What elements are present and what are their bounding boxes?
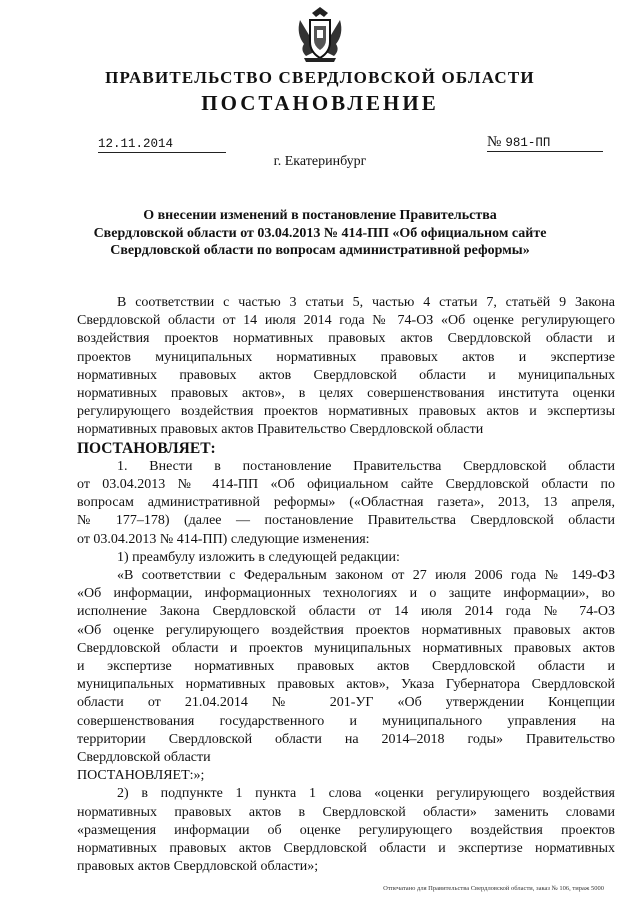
text-line: «Об оценке регулирующего воздействия проектов нормативных правовых актов [77,622,615,638]
text-line: нормативных правовых актов», в целях совершенствования института оценки [77,386,615,402]
text-line: «размещения информации об оценке регулирующего воздействия проектов [77,822,615,838]
text-line: и экспертизе нормативных правовых актов Свердловской области и [77,659,615,675]
text-line: 2) в подпункте 1 пункта 1 слова «оценки регулирующего воздействия [117,786,615,802]
text-line: Свердловской области [77,750,211,766]
print-footer: Отпечатано для Правительства Свердловской области, заказ № 106, тираж 5000 [383,885,604,892]
document-number-field [487,134,603,152]
document-date: 12.11.2014 [98,137,226,153]
text-line: муниципальных нормативных правовых актов», Указа Губернатора Свердловской [77,677,615,693]
city: г. Екатеринбург [273,154,367,169]
title-line: О внесении изменений в постановление Правительства [143,208,497,223]
text-line: вопросам административной реформы» («Областная газета», 2013, 13 апреля, [77,495,615,511]
text-line: от 03.04.2013 № 414-ПП «Об официальном сайте Свердловской области по [77,477,615,493]
item-1 [77,458,615,549]
title-line: Свердловской области от 03.04.2013 № 414-ПП «Об официальном сайте [93,225,547,241]
text-line: от 03.04.2013 № 414-ПП) следующие изменения: [77,531,370,547]
government-name: ПРАВИТЕЛЬСТВО СВЕРДЛОВСКОЙ ОБЛАСТИ [105,68,535,87]
text-line: территории Свердловской области на 2014–2018 годы» Правительство [77,731,615,747]
sverdlovsk-coat-of-arms-icon [290,4,350,64]
text-line: области от 21.04.2014 № 201-УГ «Об утверждении Концепции [77,695,615,711]
text-line: регулирующего воздействия проектов нормативных правовых актов и экспертизы [77,404,615,420]
text-line: проектов муниципальных нормативных правовых актов и экспертизе [77,349,615,365]
preamble-paragraph [77,294,615,440]
text-line: нормативных правовых актов Свердловской области и экспертизе нормативных [77,841,615,857]
subitem-1: 1) преамбулу изложить в следующей редакции: [117,549,400,565]
text-line: № 177–178) (далее — постановление Правительства Свердловской области [77,513,615,529]
document-kind: ПОСТАНОВЛЕНИЕ [201,91,439,115]
text-line: «Об информации, информационных технологиях и о защите информации», во [77,586,615,602]
text-line: правовых актов Свердловской области»; [77,859,319,875]
text-line: ПОСТАНОВЛЯЕТ:»; [77,768,205,784]
text-line: Свердловской области от 14 июля 2014 года № 74-ОЗ «Об оценке регулирующего [77,313,615,329]
number-sign: № [487,134,502,150]
document-number: 981-ПП [505,136,551,150]
text-line: «В соответствии с Федеральным законом от 27 июля 2006 года № 149-ФЗ [117,568,615,584]
text-line: 1. Внести в постановление Правительства Свердловской области [117,458,615,474]
text-line: исполнение Закона Свердловской области от 14 июля 2014 года № 74-ОЗ [77,604,615,620]
resolves-heading: ПОСТАНОВЛЯЕТ: [77,439,216,457]
text-line: Свердловской области и проектов муниципальных нормативных правовых актов [77,640,615,656]
text-line: воздействия проектов нормативных правовых актов Свердловской области и [77,331,615,347]
document-title [60,207,580,260]
subitem-2 [77,785,615,876]
text-line: В соответствии с частью 3 статьи 5, частью 4 статьи 7, статьёй 9 Закона [117,295,615,310]
text-line: совершенствования государственного и муниципального управления на [77,713,615,729]
document-body [77,294,615,877]
text-line: нормативных правовых актов Правительство Свердловской области [77,422,484,438]
quoted-preamble [77,567,615,785]
text-line: нормативных правовых актов Свердловской области и муниципальных [77,367,615,383]
text-line: нормативных правовых актов в Свердловской области» заменить словами [77,804,615,820]
title-line: Свердловской области по вопросам административной реформы» [110,243,530,258]
